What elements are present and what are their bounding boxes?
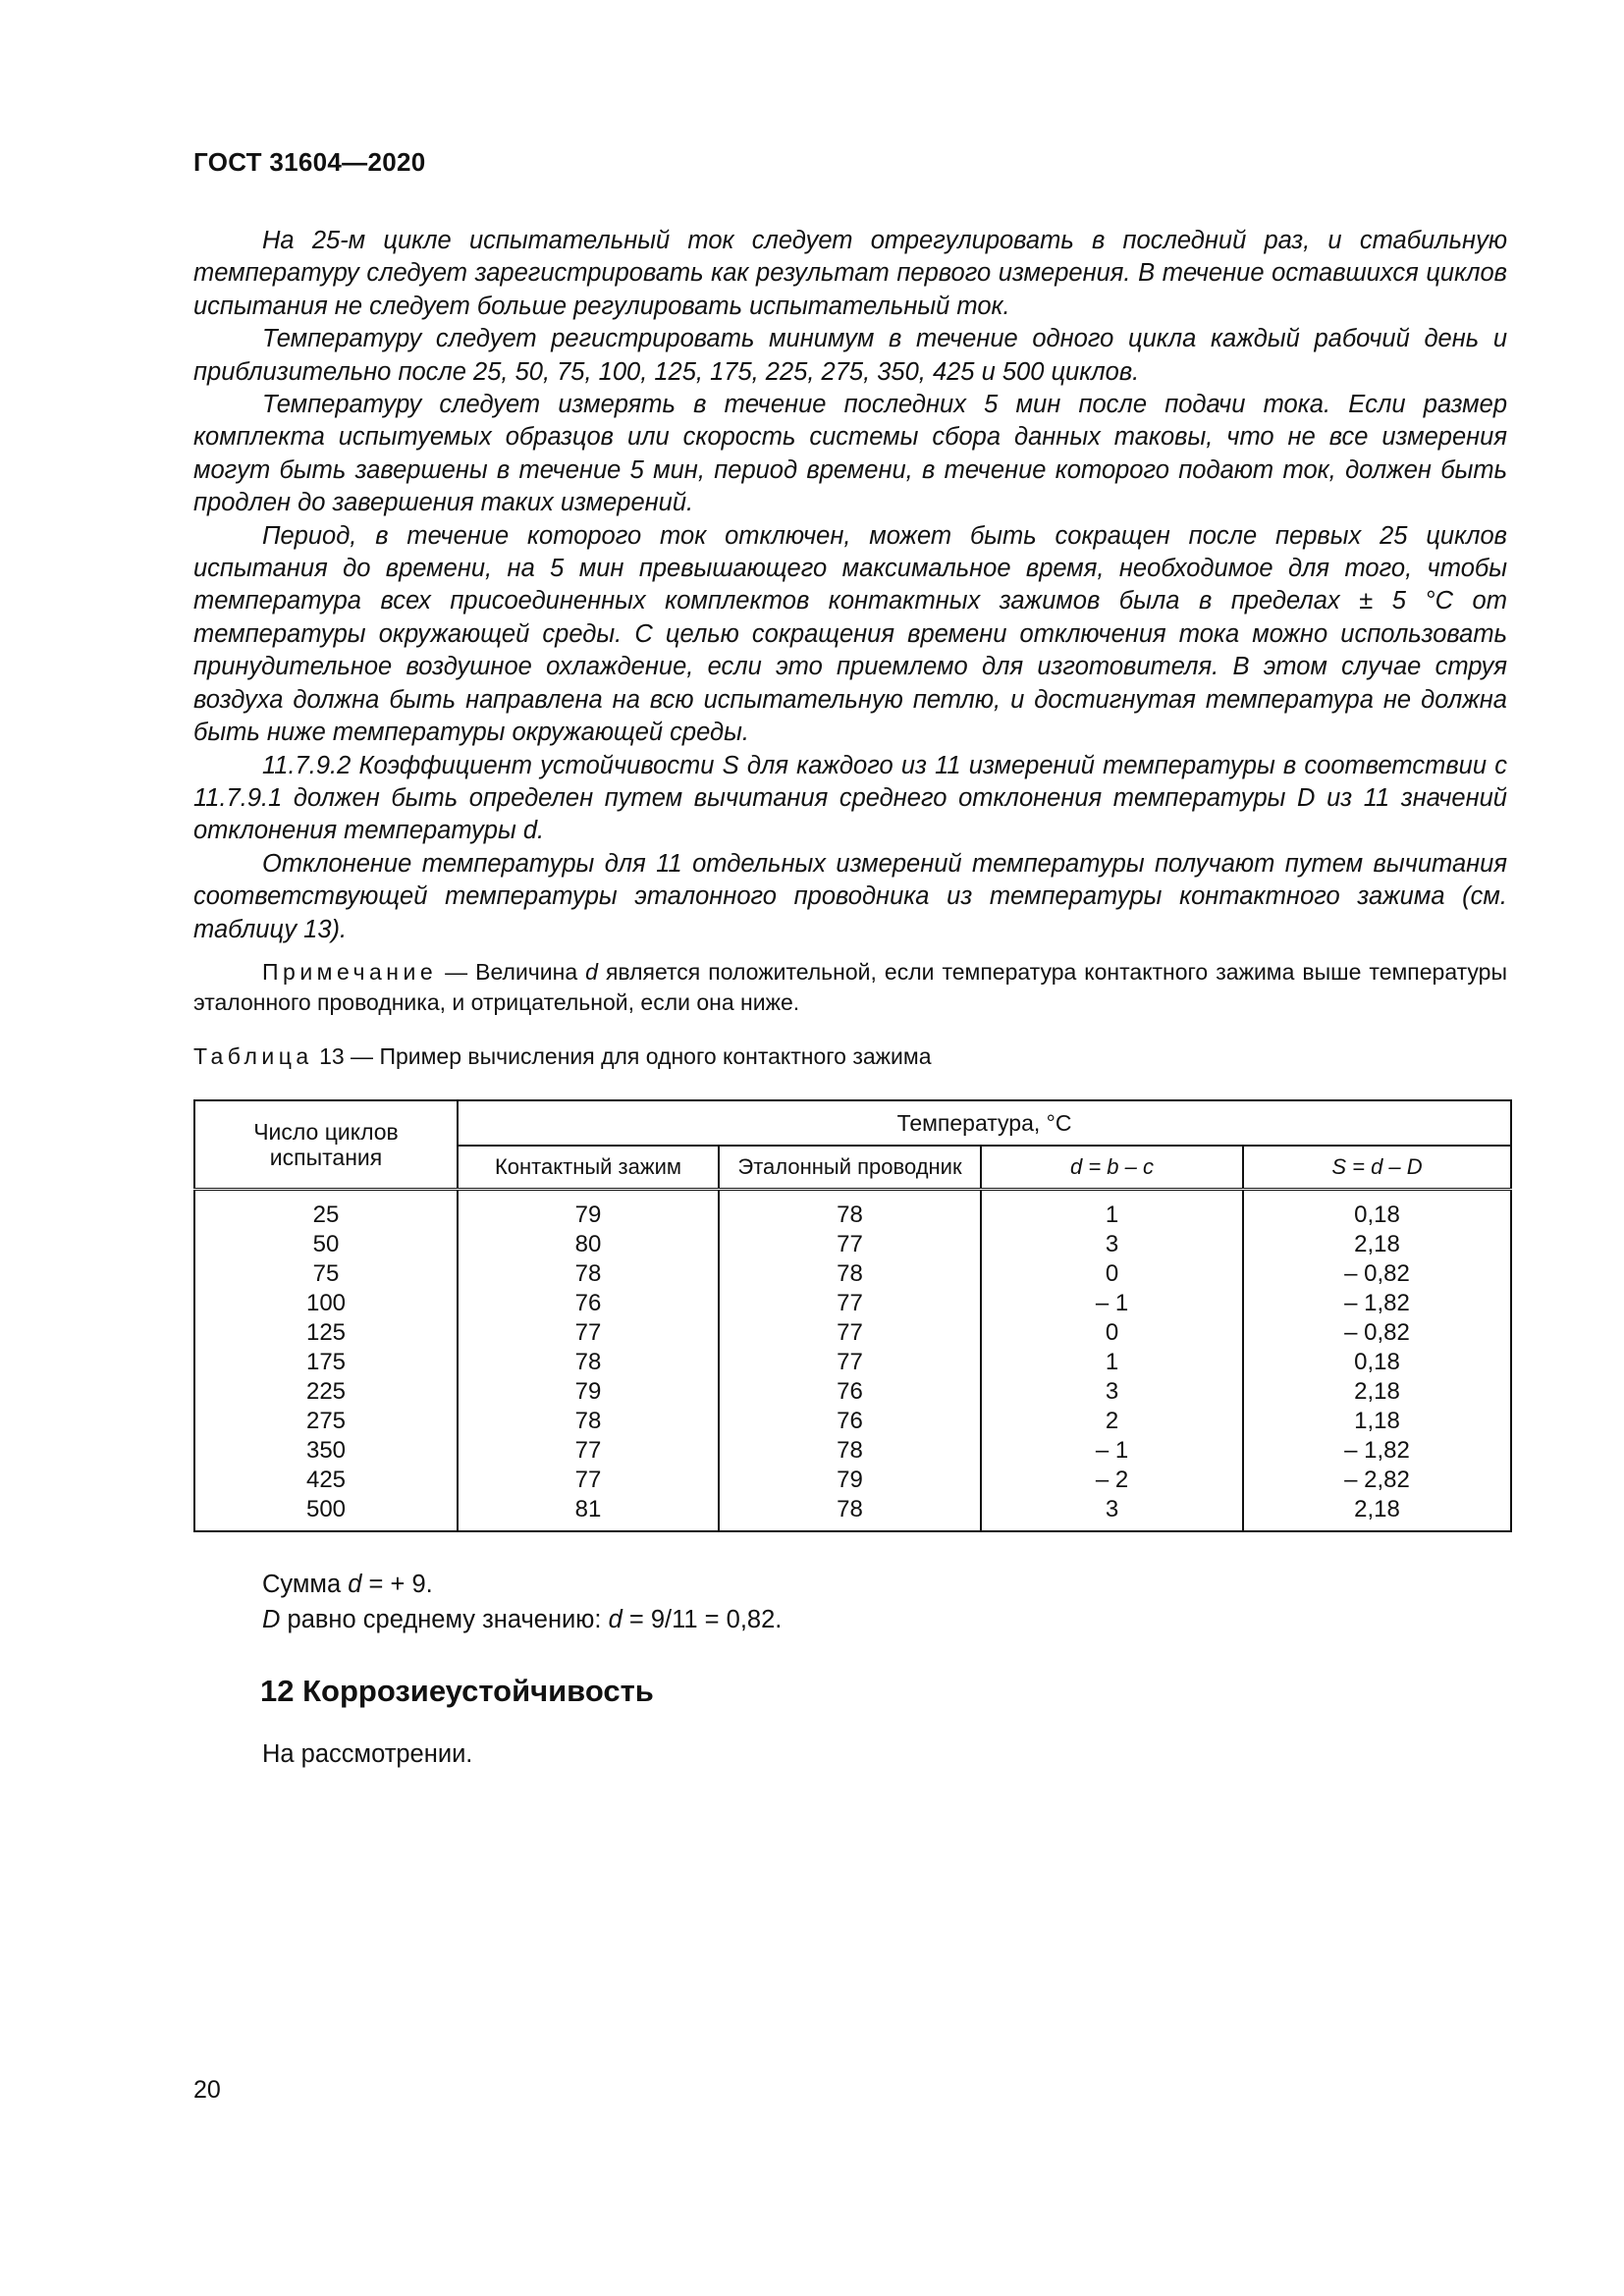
page-number: 20 [193, 2076, 221, 2104]
table-cell: – 1 [981, 1289, 1243, 1318]
sum-line: Сумма d = + 9. [262, 1571, 433, 1598]
table-row [194, 1495, 1511, 1531]
section-text: На рассмотрении. [262, 1740, 473, 1768]
table-cell: 78 [719, 1259, 981, 1289]
table-cell: 75 [194, 1259, 458, 1289]
table-cell: 425 [194, 1466, 458, 1495]
table-cell: 2,18 [1243, 1230, 1511, 1259]
table-row [194, 1318, 1511, 1348]
table-cell: 78 [458, 1259, 719, 1289]
paragraph: Период, в течение которого ток отключен, может быть сокращен после первых 25 циклов испытания до времени, на 5 мин превышающего максимальное время, необходимое для того, чтобы температура всех присоединенных комплектов контактных зажимов была в пределах ± 5 °С от температуры окружающей среды. С целью сокращения времени отключения тока можно использовать принудительное воздушное охлаждение, если это приемлемо для изготовителя. В этом случае струя воздуха должна быть направлена на всю испытательную петлю, и достигнутая температура не должна быть ниже температуры окружающей среды. [193, 521, 1507, 747]
table-row [194, 1436, 1511, 1466]
table-cell: 2,18 [1243, 1377, 1511, 1407]
table-row [194, 1190, 1511, 1231]
table-row [194, 1466, 1511, 1495]
table-cell: 275 [194, 1407, 458, 1436]
table-row [194, 1230, 1511, 1259]
table-cell: 225 [194, 1377, 458, 1407]
table-cell: 175 [194, 1348, 458, 1377]
table-caption-text: 13 — Пример вычисления для одного контактного зажима [312, 1043, 932, 1069]
header-cycles: Число циклов испытания [194, 1100, 458, 1190]
table-cell: – 0,82 [1243, 1259, 1511, 1289]
table-cell: – 1,82 [1243, 1436, 1511, 1466]
table-cell: 100 [194, 1289, 458, 1318]
note-var: d [585, 959, 598, 985]
table-cell: 0,18 [1243, 1348, 1511, 1377]
table-cell: 1 [981, 1190, 1243, 1231]
table-cell: 77 [719, 1348, 981, 1377]
table-cell: – 1 [981, 1436, 1243, 1466]
body-text [193, 225, 1507, 946]
table-cell: 76 [458, 1289, 719, 1318]
paragraph: Температуру следует регистрировать минимум в течение одного цикла каждый рабочий день и приблизительно после 25, 50, 75, 100, 125, 175, 225, 275, 350, 425 и 500 циклов. [193, 325, 1507, 386]
table-row [194, 1348, 1511, 1377]
table-cell: 350 [194, 1436, 458, 1466]
table-cell: 125 [194, 1318, 458, 1348]
table-cell: 78 [458, 1407, 719, 1436]
note-label: Примечание [262, 959, 438, 985]
table-cell: 77 [719, 1230, 981, 1259]
table-cell: 25 [194, 1190, 458, 1231]
table-cell: 78 [719, 1495, 981, 1531]
table-cell: 79 [458, 1190, 719, 1231]
table-cell: 500 [194, 1495, 458, 1531]
note-text-before: Величина [475, 959, 586, 985]
table-cell: 3 [981, 1495, 1243, 1531]
calculation-table [193, 1099, 1512, 1532]
header-s: S = d – D [1243, 1146, 1511, 1190]
table-cell: 79 [719, 1466, 981, 1495]
table-cell: 77 [458, 1436, 719, 1466]
table-cell: 1 [981, 1348, 1243, 1377]
table-cell: 76 [719, 1377, 981, 1407]
paragraph: Температуру следует измерять в течение последних 5 мин после подачи тока. Если размер комплекта испытуемых образцов или скорость системы сбора данных таковы, что не все измерения могут быть завершены в течение 5 мин, период времени, в течение которого подают ток, должен быть продлен до завершения таких измерений. [193, 391, 1507, 517]
table-cell: – 2,82 [1243, 1466, 1511, 1495]
section-title: 12 Коррозиеустойчивость [260, 1674, 654, 1708]
table-row [194, 1289, 1511, 1318]
table-body [194, 1190, 1511, 1532]
table-cell: 77 [719, 1289, 981, 1318]
note-dash: — [437, 959, 476, 985]
table-cell: 1,18 [1243, 1407, 1511, 1436]
table-row [194, 1259, 1511, 1289]
table-cell: 77 [458, 1318, 719, 1348]
table-cell: 0,18 [1243, 1190, 1511, 1231]
table-cell: – 0,82 [1243, 1318, 1511, 1348]
table-cell: 79 [458, 1377, 719, 1407]
table-cell: 78 [719, 1190, 981, 1231]
table-caption-label: Таблица [193, 1043, 313, 1069]
table-caption [193, 1043, 932, 1070]
table-cell: 77 [719, 1318, 981, 1348]
table-cell: 3 [981, 1377, 1243, 1407]
table-cell: 0 [981, 1259, 1243, 1289]
table-cell: 78 [719, 1436, 981, 1466]
note-text-after: является положительной, если температура контактного зажима выше температуры эталонного проводника, и отрицательной, если она ниже. [193, 959, 1507, 1015]
table-cell: – 1,82 [1243, 1289, 1511, 1318]
note [193, 957, 1507, 1018]
document-code: ГОСТ 31604—2020 [193, 147, 426, 177]
mean-line: D равно среднему значению: d = 9/11 = 0,82. [262, 1606, 783, 1633]
paragraph: Отклонение температуры для 11 отдельных измерений температуры получают путем вычитания соответствующей температуры эталонного проводника из температуры контактного зажима (см. таблицу 13). [193, 849, 1507, 943]
summary [262, 1567, 782, 1637]
table-cell: – 2 [981, 1466, 1243, 1495]
table-cell: 76 [719, 1407, 981, 1436]
table-cell: 2,18 [1243, 1495, 1511, 1531]
table-row [194, 1407, 1511, 1436]
table-cell: 0 [981, 1318, 1243, 1348]
header-d: d = b – c [981, 1146, 1243, 1190]
paragraph: 11.7.9.2 Коэффициент устойчивости S для каждого из 11 измерений температуры в соответствии с 11.7.9.1 должен быть определен путем вычитания среднего отклонения температуры D из 11 значений отклонения температуры d. [193, 751, 1507, 845]
header-contact-clamp: Контактный зажим [458, 1146, 719, 1190]
table-cell: 80 [458, 1230, 719, 1259]
table-cell: 81 [458, 1495, 719, 1531]
paragraph: На 25-м цикле испытательный ток следует отрегулировать в последний раз, и стабильную температуру следует зарегистрировать как результат первого измерения. В течение оставшихся циклов испытания не следует больше регулировать испытательный ток. [193, 227, 1507, 320]
table-cell: 2 [981, 1407, 1243, 1436]
table-cell: 3 [981, 1230, 1243, 1259]
header-reference-conductor: Эталонный проводник [719, 1146, 981, 1190]
table-cell: 78 [458, 1348, 719, 1377]
table-cell: 50 [194, 1230, 458, 1259]
header-temperature: Температура, °С [458, 1100, 1511, 1146]
table-cell: 77 [458, 1466, 719, 1495]
table-row [194, 1377, 1511, 1407]
